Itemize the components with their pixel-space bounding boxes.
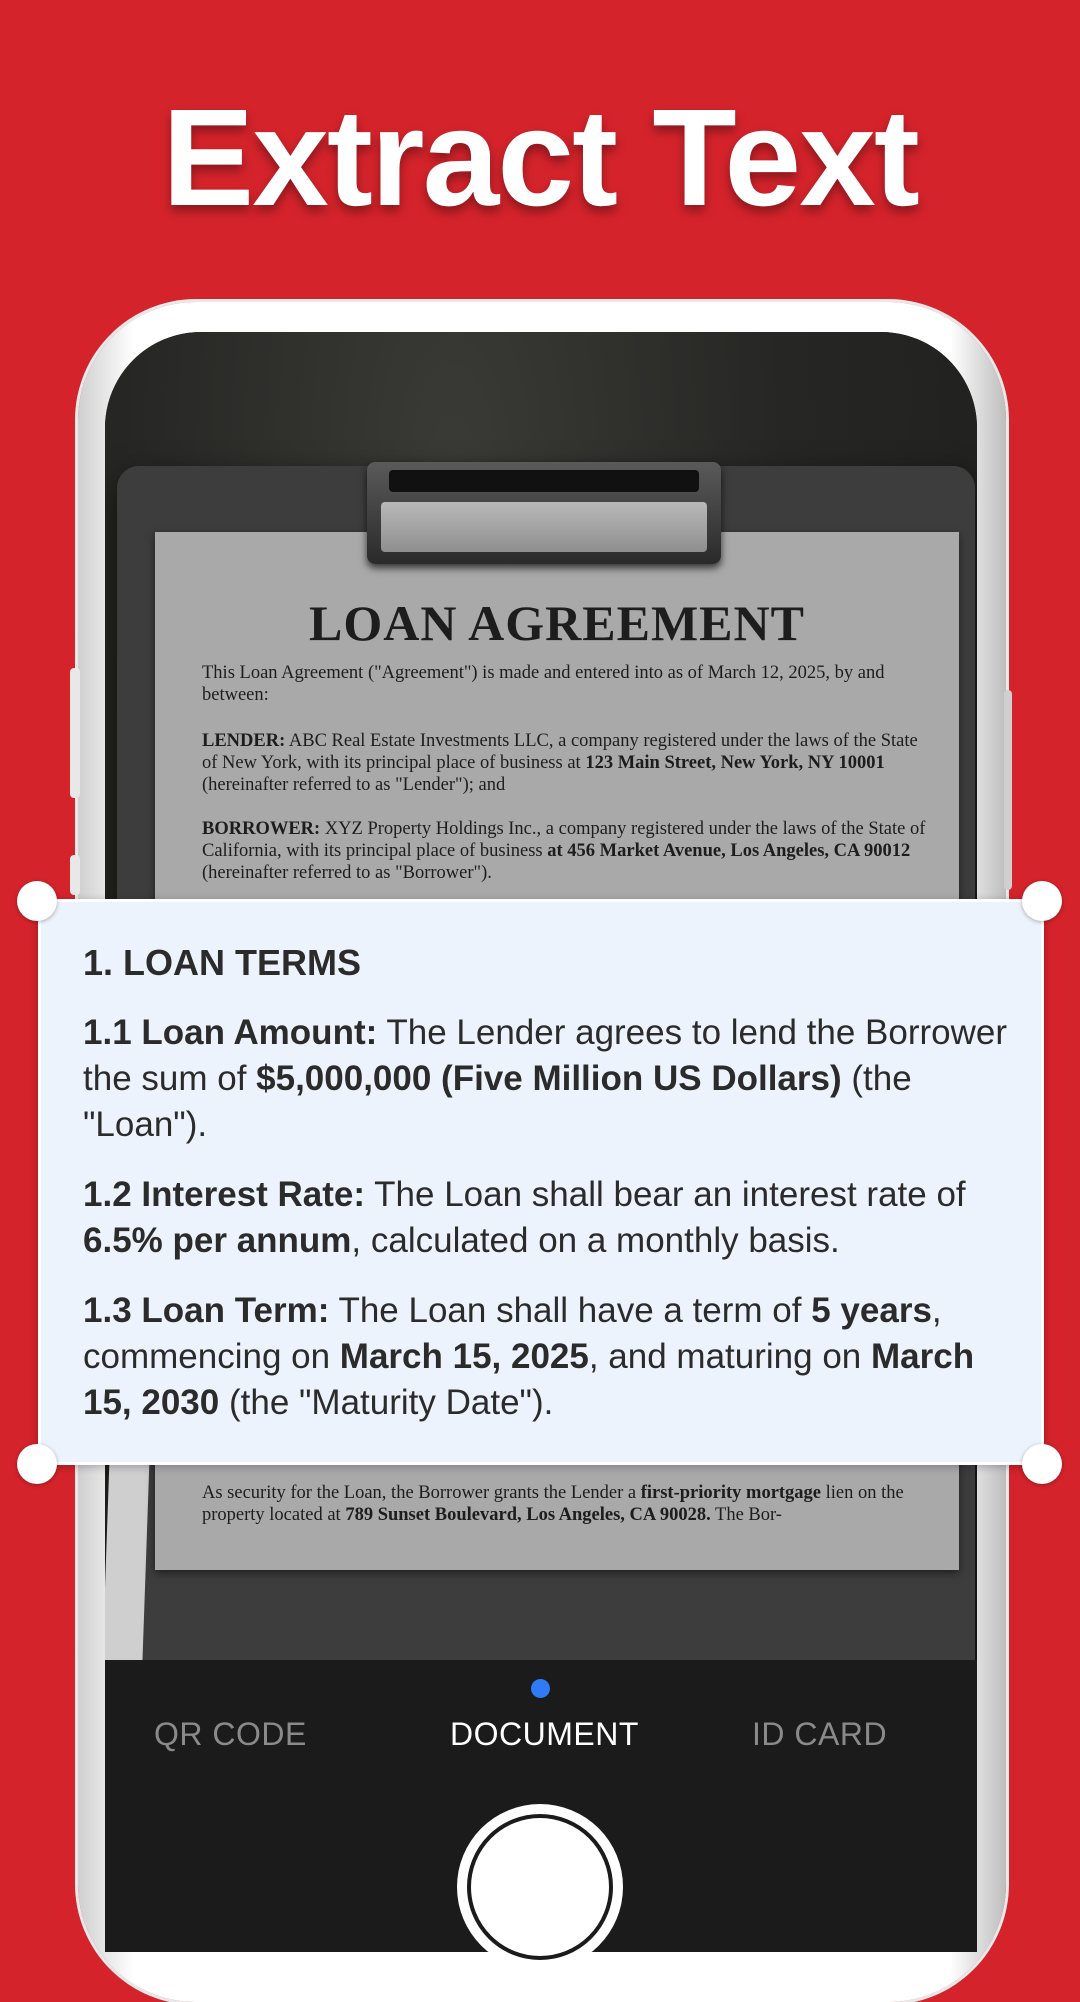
active-mode-indicator (531, 1679, 550, 1698)
extracted-heading: 1. LOAN TERMS (83, 942, 362, 983)
phone-side-button (70, 855, 80, 895)
mode-id-card[interactable]: ID CARD (752, 1716, 888, 1752)
phone-power-button (1004, 690, 1012, 890)
scan-mode-bar (105, 1660, 977, 1920)
extracted-paragraph-interest-rate: 1.2 Interest Rate: The Loan shall bear an interest rate of 6.5% per annum, calculated on a monthly basis. (83, 1175, 966, 1260)
shutter-button[interactable] (457, 1804, 623, 1970)
crop-handle-top-right[interactable] (1022, 881, 1062, 921)
crop-handle-bottom-left[interactable] (17, 1444, 57, 1484)
extracted-text-card[interactable] (38, 899, 1044, 1465)
shutter-ring (467, 1814, 613, 1960)
extracted-paragraph-loan-amount: 1.1 Loan Amount: The Lender agrees to lend the Borrower the sum of $5,000,000 (Five Million US Dollars) (the "Loan"). (83, 1013, 1008, 1144)
clipboard-clip (367, 462, 721, 564)
phone-side-button (70, 668, 80, 798)
mode-document[interactable]: DOCUMENT (450, 1716, 639, 1752)
document-borrower: BORROWER: XYZ Property Holdings Inc., a company registered under the laws of the State of California, with its principal place of business at 456 Market Avenue, Los Angeles, CA 90012 (hereinafter referred to as "Borrower"). (202, 819, 926, 883)
crop-handle-top-left[interactable] (17, 881, 57, 921)
document-lender: LENDER: ABC Real Estate Investments LLC, a company registered under the laws of the State of New York, with its principal place of business at 123 Main Street, New York, NY 10001 (hereinafter referred to as "Lender"); and (202, 731, 918, 795)
extracted-paragraph-loan-term: 1.3 Loan Term: The Loan shall have a term of 5 years, commencing on March 15, 2025, and maturing on March 15, 2030 (the "Maturity Date"). (83, 1291, 975, 1422)
clip-plate (381, 502, 707, 552)
document-security: As security for the Loan, the Borrower grants the Lender a first-priority mortgage lien on the property located at 789 Sunset Boulevard, Los Angeles, CA 90028. The Bor- (202, 1483, 904, 1525)
headline: Extract Text (162, 81, 918, 235)
document-title: LOAN AGREEMENT (308, 595, 805, 651)
crop-handle-bottom-right[interactable] (1022, 1444, 1062, 1484)
clip-bar (389, 470, 699, 492)
document-intro: This Loan Agreement ("Agreement") is made and entered into as of March 12, 2025, by and between: (202, 663, 885, 705)
mode-qr-code[interactable]: QR CODE (154, 1716, 307, 1752)
